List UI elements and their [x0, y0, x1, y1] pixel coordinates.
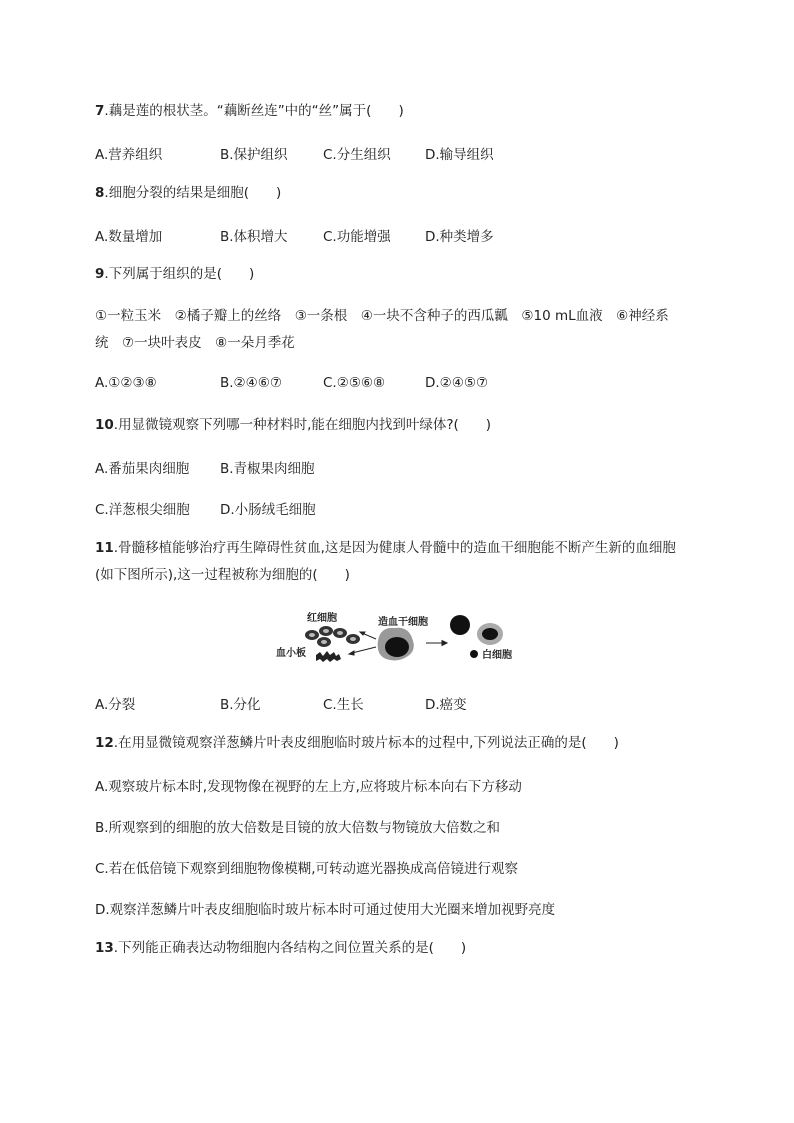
question-10: [95, 416, 491, 434]
option-b[interactable]: B.体积增大: [220, 229, 288, 245]
option-b[interactable]: B.分化: [220, 697, 261, 713]
option-b[interactable]: B.所观察到的细胞的放大倍数是目镜的放大倍数与物镜放大倍数之和: [95, 820, 501, 836]
question-number: 8: [95, 185, 105, 201]
option-a[interactable]: A.番茄果肉细胞: [95, 461, 190, 477]
question-number: 10: [95, 417, 114, 433]
question-number: 13: [95, 940, 114, 956]
option-c[interactable]: C.功能增强: [323, 229, 391, 245]
question-9: [95, 265, 254, 283]
label-red-blood-cell: 红细胞: [307, 613, 337, 624]
option-c[interactable]: C.分生组织: [323, 147, 391, 163]
question-11-text-line-2: (如下图所示),这一过程被称为细胞的( ): [95, 567, 350, 583]
option-a[interactable]: A.①②③⑧: [95, 375, 157, 391]
stem-cell: [378, 628, 414, 661]
label-stem-cell: 造血干细胞: [378, 617, 428, 628]
question-number: 7: [95, 103, 105, 119]
option-a[interactable]: A.数量增加: [95, 229, 163, 245]
question-number: 11: [95, 540, 114, 556]
option-c[interactable]: C.洋葱根尖细胞: [95, 502, 190, 518]
question-8: [95, 184, 281, 202]
option-b[interactable]: B.青椒果肉细胞: [220, 461, 315, 477]
question-7: [95, 102, 404, 120]
question-text: .骨髓移植能够治疗再生障碍性贫血,这是因为健康人骨髓中的造血干细胞能不断产生新的血细胞: [113, 540, 676, 556]
label-white-blood-cell: 白细胞: [482, 650, 512, 661]
option-a[interactable]: A.营养组织: [95, 147, 163, 163]
option-b[interactable]: B.保护组织: [220, 147, 288, 163]
option-d[interactable]: D.种类增多: [425, 229, 494, 245]
option-d[interactable]: D.输导组织: [425, 147, 494, 163]
figure-svg: [270, 605, 530, 673]
question-11: [95, 539, 676, 557]
blood-cell-differentiation-figure: [270, 605, 530, 673]
question-text: .下列属于组织的是( ): [104, 266, 255, 282]
question-text: .在用显微镜观察洋葱鳞片叶表皮细胞临时玻片标本的过程中,下列说法正确的是( ): [113, 735, 619, 751]
option-c[interactable]: C.生长: [323, 697, 364, 713]
question-text: .藕是莲的根状茎。“藕断丝连”中的“丝”属于( ): [104, 103, 404, 119]
option-d[interactable]: D.癌变: [425, 697, 467, 713]
option-d[interactable]: D.小肠绒毛细胞: [220, 502, 316, 518]
option-b[interactable]: B.②④⑥⑦: [220, 375, 282, 391]
question-text: .下列能正确表达动物细胞内各结构之间位置关系的是( ): [113, 940, 467, 956]
question-9-items-line-2: 统 ⑦一块叶表皮 ⑧一朵月季花: [95, 335, 295, 351]
question-text: .用显微镜观察下列哪一种材料时,能在细胞内找到叶绿体?( ): [113, 417, 492, 433]
option-c[interactable]: C.②⑤⑥⑧: [323, 375, 386, 391]
question-12: [95, 734, 619, 752]
question-number: 12: [95, 735, 114, 751]
option-d[interactable]: D.②④⑤⑦: [425, 375, 489, 391]
question-9-items-line-1: ①一粒玉米 ②橘子瓣上的丝络 ③一条根 ④一块不含种子的西瓜瓤 ⑤10 mL血液 ⑥神经系: [95, 308, 669, 324]
option-d[interactable]: D.观察洋葱鳞片叶表皮细胞临时玻片标本时可通过使用大光圈来增加视野亮度: [95, 902, 556, 918]
option-c[interactable]: C.若在低倍镜下观察到细胞物像模糊,可转动遮光器换成高倍镜进行观察: [95, 861, 519, 877]
option-a[interactable]: A.观察玻片标本时,发现物像在视野的左上方,应将玻片标本向右下方移动: [95, 779, 522, 795]
question-number: 9: [95, 266, 105, 282]
label-platelet: 血小板: [276, 648, 306, 659]
question-text: .细胞分裂的结果是细胞( ): [104, 185, 282, 201]
question-13: [95, 939, 466, 957]
platelets: [316, 651, 341, 662]
option-a[interactable]: A.分裂: [95, 697, 136, 713]
red-blood-cells: [305, 626, 360, 647]
